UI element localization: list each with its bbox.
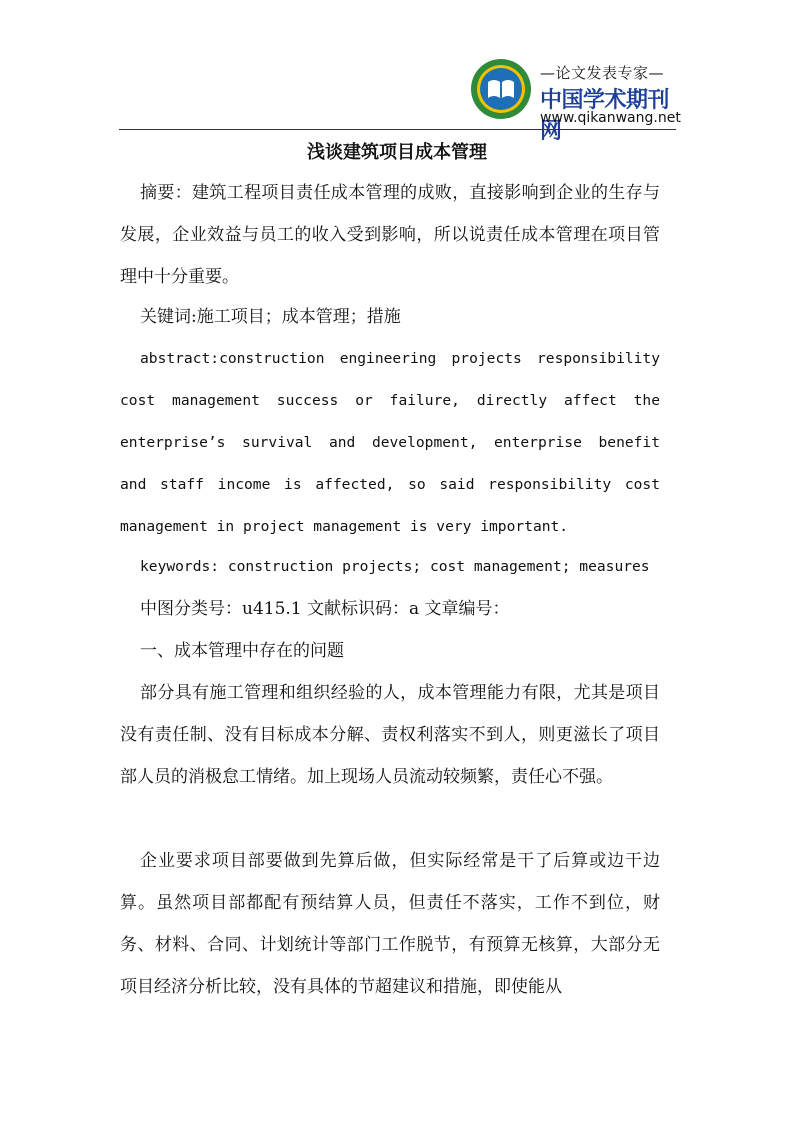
abstract-en-line: abstract:construction engineering projects responsibility [140,350,660,367]
abstract-en-line: enterprise’s survival and development, enterprise benefit [120,434,660,451]
body-paragraph-2: 企业要求项目部要做到先算后做，但实际经常是干了后算或边干边算。虽然项目部都配有预结算人员，但责任不落实，工作不到位，财务、材料、合同、计划统计等部门工作脱节，有预算无核算，大部分无项目经济分析比较，没有具体的节超建议和措施，即使能从 [120,851,660,997]
abstract-en-line: management in project management is very important. [120,518,569,535]
abstract-cn: 摘要：建筑工程项目责任成本管理的成败，直接影响到企业的生存与发展，企业效益与员工的收入受到影响，所以说责任成本管理在项目管理中十分重要。 [120,183,660,287]
section-heading: 一、成本管理中存在的问题 [140,641,344,661]
journal-seal-icon [470,58,532,120]
logo-site-name: 中国学术期刊网 [540,88,670,144]
abstract-en [120,338,660,548]
logo-url[interactable]: www.qikanwang.net [540,110,681,126]
header-divider [119,129,676,130]
abstract-en-line: and staff income is affected, so said responsibility cost [120,476,660,493]
keywords-en-block [120,546,660,588]
abstract-en-line: cost management success or failure, directly affect the [120,392,660,409]
site-logo[interactable] [470,56,681,144]
keywords-en: keywords: construction projects; cost management; measures [140,558,650,575]
body-paragraph-1: 部分具有施工管理和组织经验的人，成本管理能力有限，尤其是项目没有责任制、没有目标成本分解、责权利落实不到人，则更滋长了项目部人员的消极怠工情绪。加上现场人员流动较频繁，责任心不强。 [120,683,660,787]
article-title: 浅谈建筑项目成本管理 [307,142,487,163]
keywords-cn: 关键词:施工项目；成本管理；措施 [140,307,401,327]
classification-line: 中图分类号：u415.1 文献标识码：a 文章编号： [140,599,510,619]
logo-tagline: —论文发表专家— [540,64,665,82]
